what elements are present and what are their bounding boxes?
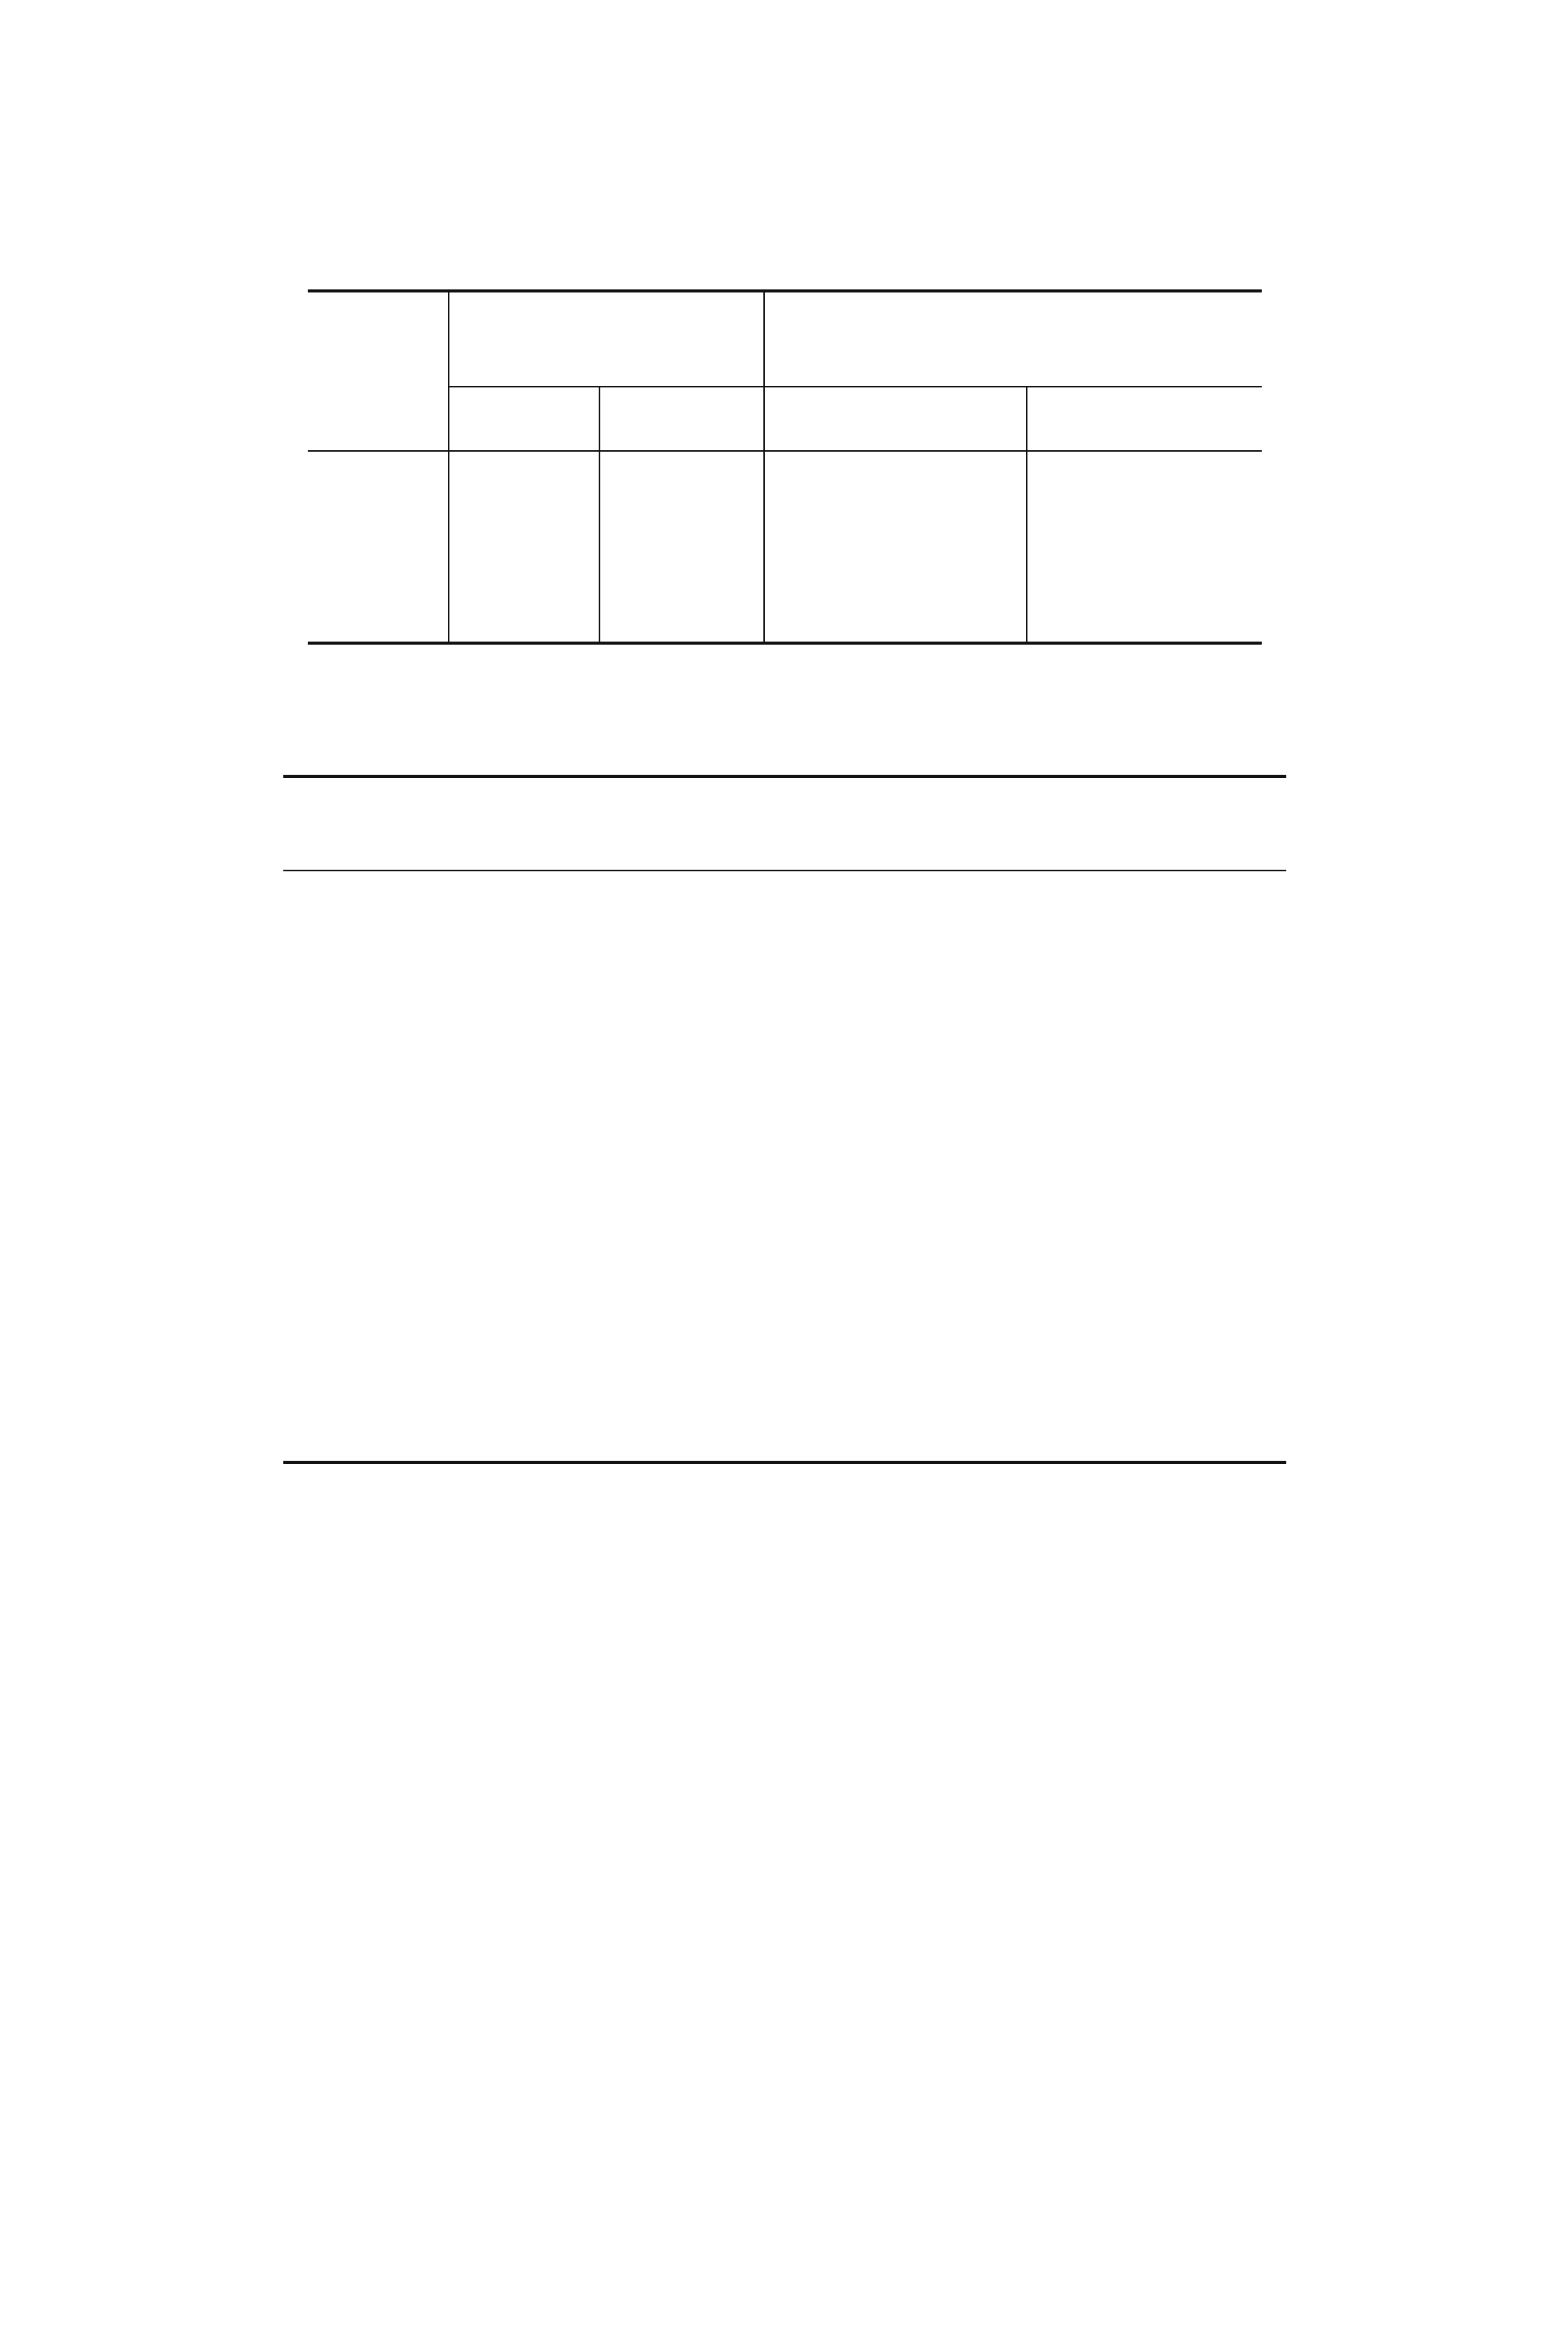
table8-bottom-rule: [308, 642, 1262, 645]
table9-caption: [283, 717, 303, 751]
table8-vline-3: [763, 291, 765, 643]
table8-vline-4: [1026, 387, 1027, 643]
table8-vline-1: [448, 291, 449, 643]
step2-heading: [196, 1645, 207, 1681]
table8-vline-2: [599, 387, 600, 643]
table8-subheader-rule: [448, 386, 1262, 387]
table8-caption: [308, 231, 328, 266]
table8-top-rule: [308, 289, 1262, 292]
step4-heading: [196, 2043, 207, 2079]
table9-bottom-rule: [283, 1461, 1286, 1464]
step3-heading: [196, 1862, 207, 1899]
table9-header-rule: [283, 870, 1286, 871]
table9-top-rule: [283, 775, 1286, 778]
table8-header-rule: [308, 450, 1262, 452]
